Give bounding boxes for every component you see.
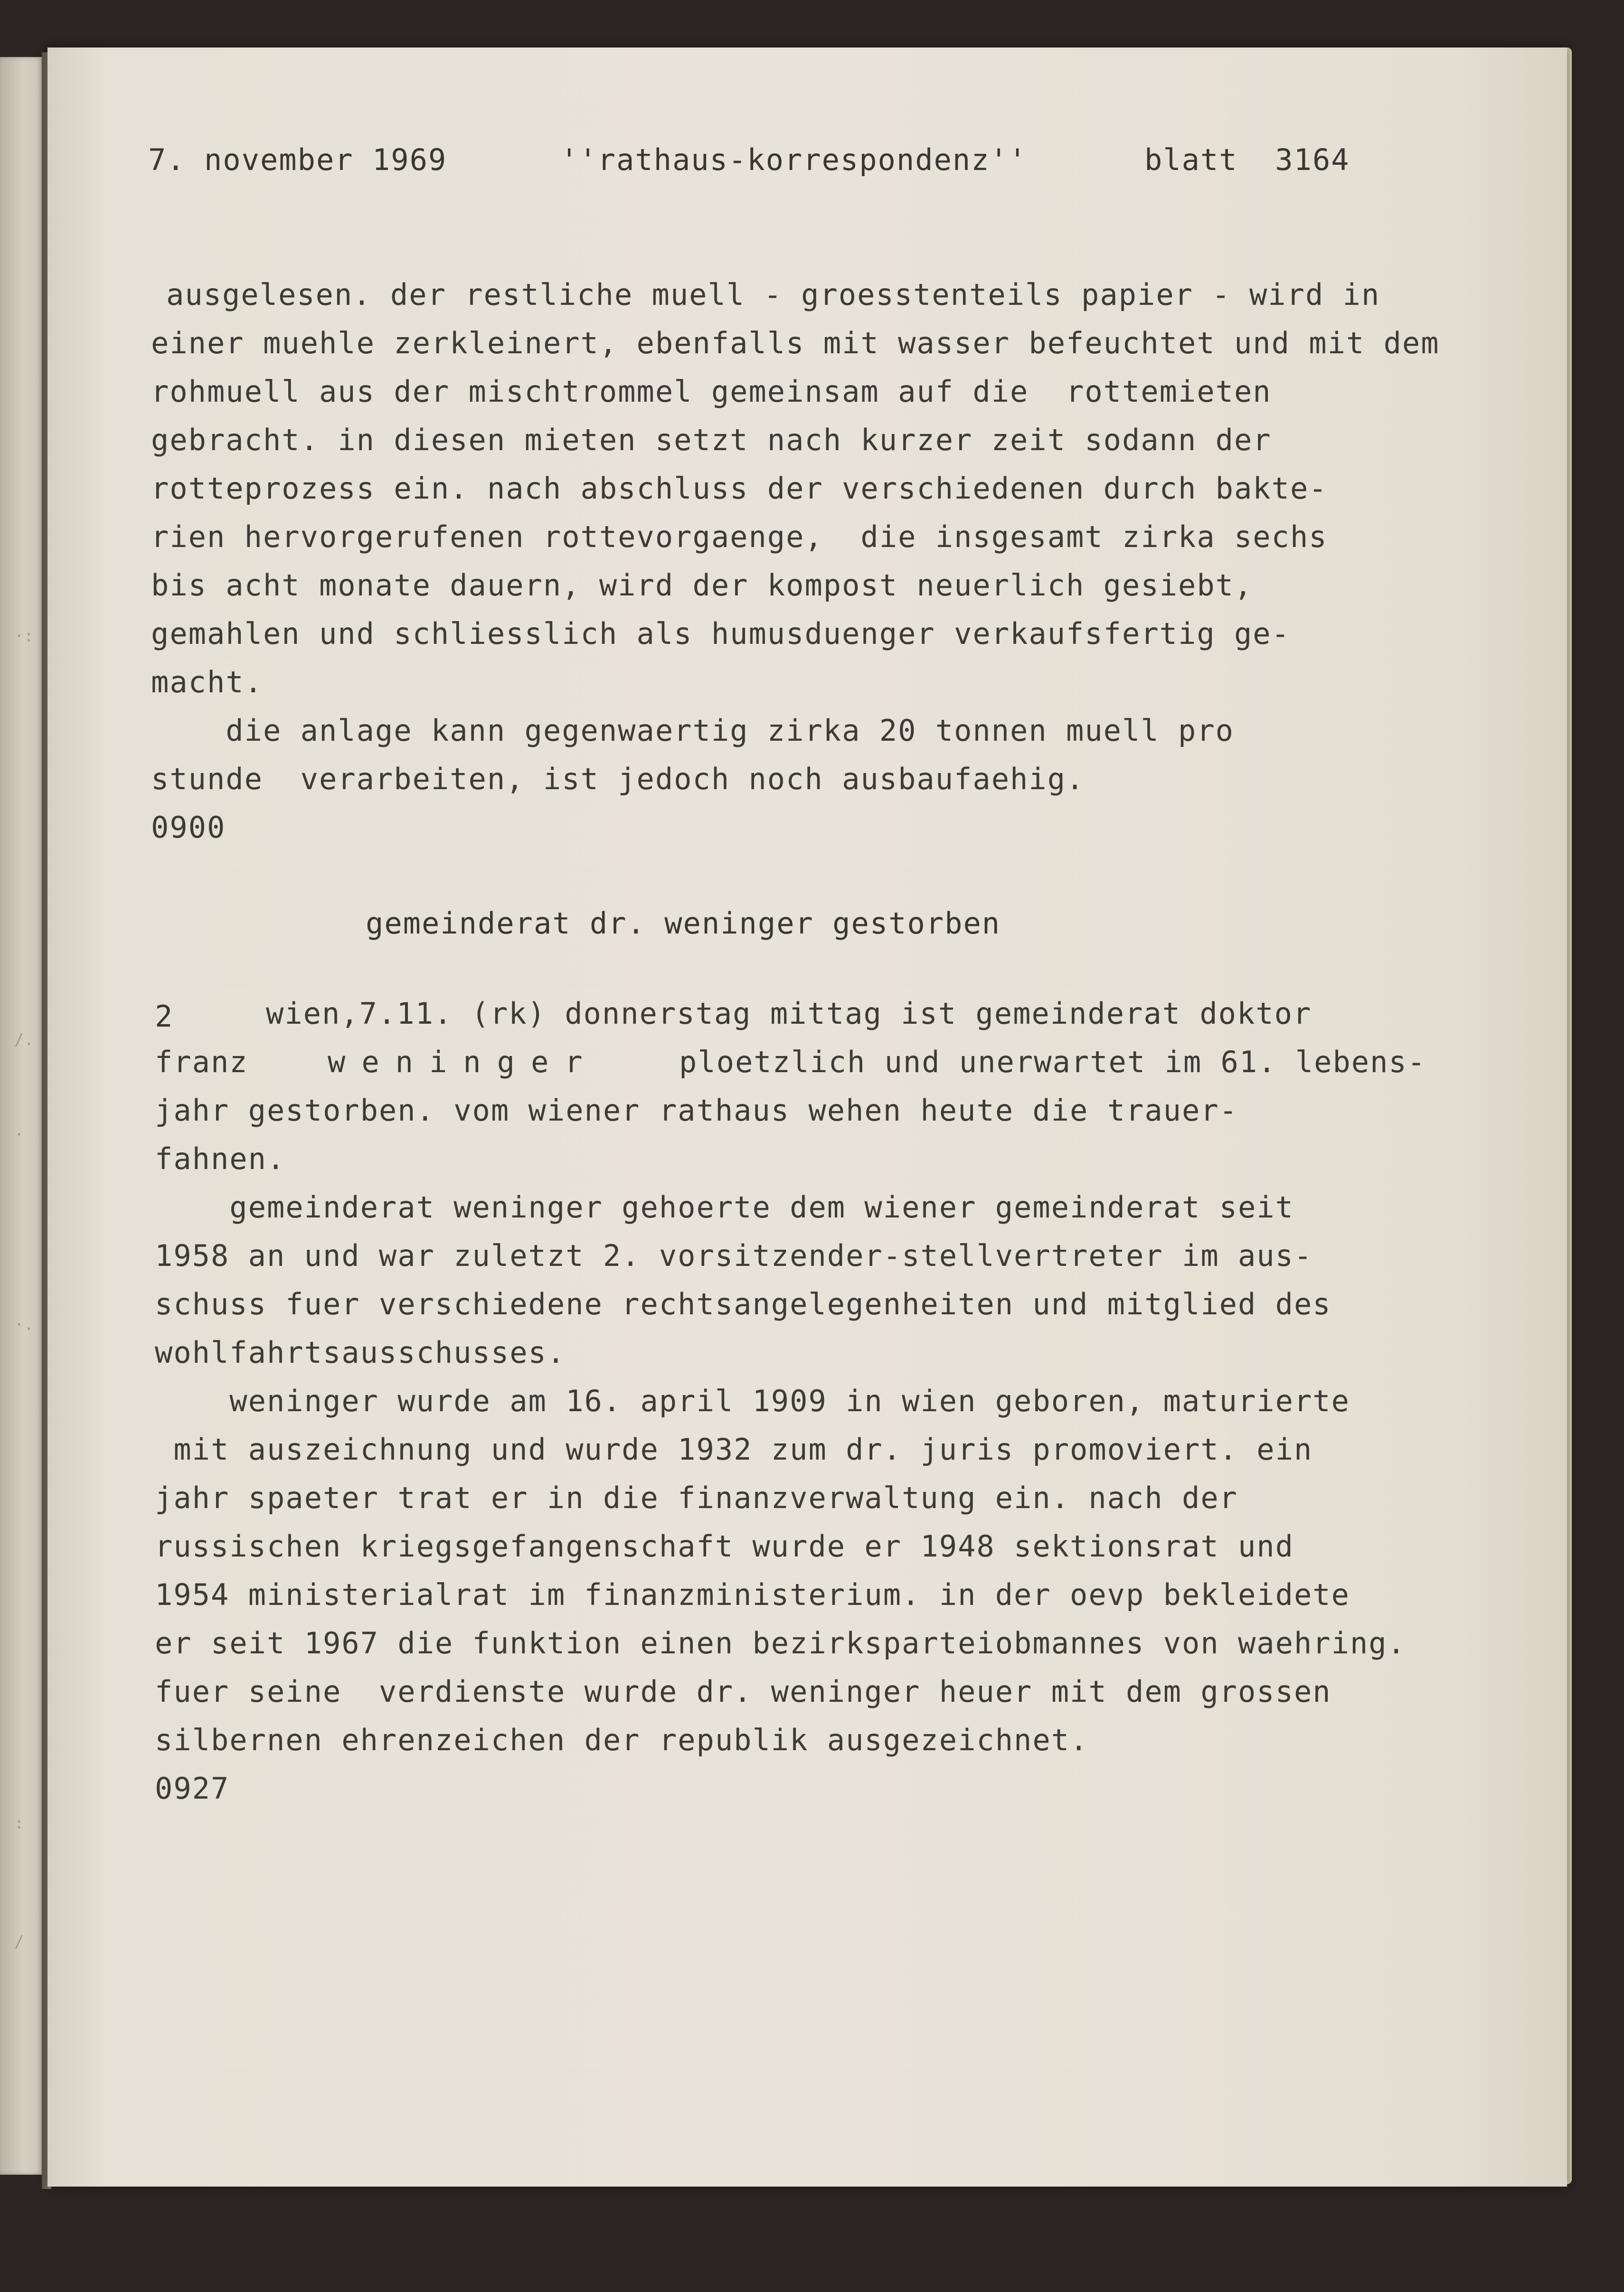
margin-mark: · xyxy=(14,1125,24,1144)
margin-mark: ·. xyxy=(14,1315,34,1334)
text-line: rien hervorgerufenen rottevorgaenge, die insgesamt zirka sechs xyxy=(151,519,1328,554)
header-sheet-number: blatt 3164 xyxy=(1144,142,1350,177)
text-line: einer muehle zerkleinert, ebenfalls mit wasser befeuchtet und mit dem xyxy=(151,326,1440,360)
text-line: jahr gestorben. vom wiener rathaus wehen heute die trauer- xyxy=(155,1093,1238,1128)
section-heading: gemeinderat dr. weninger gestorben xyxy=(366,906,1001,941)
text-line: gemeinderat weninger gehoerte dem wiener gemeinderat seit xyxy=(155,1190,1294,1225)
item-number: 2 xyxy=(155,999,174,1034)
margin-mark: ·: xyxy=(14,627,34,646)
text-line: bis acht monate dauern, wird der kompost neuerlich gesiebt, xyxy=(151,568,1253,603)
header-title: ''rathaus-korrespondenz'' xyxy=(560,142,1028,177)
text-line: fuer seine verdienste wurde dr. weninger heuer mit dem grossen xyxy=(155,1674,1331,1709)
spaced-name: weninger xyxy=(328,1045,599,1079)
header-date: 7. november 1969 xyxy=(148,142,447,177)
text-line: gemahlen und schliesslich als humusduenger verkaufsfertig ge- xyxy=(151,616,1290,651)
text-line: ausgelesen. der restliche muell - groesstenteils papier - wird in xyxy=(166,277,1380,312)
text-line: weninger wurde am 16. april 1909 in wien geboren, maturierte xyxy=(155,1384,1350,1418)
text-line: russischen kriegsgefangenschaft wurde er 1948 sektionsrat und xyxy=(155,1529,1294,1564)
text-line: 1958 an und war zuletzt 2. vorsitzender-stellvertreter im aus- xyxy=(155,1238,1313,1273)
text-line: fahnen. xyxy=(155,1141,286,1176)
text-line: jahr spaeter trat er in die finanzverwaltung ein. nach der xyxy=(155,1481,1238,1515)
text-line: stunde verarbeiten, ist jedoch noch ausbaufaehig. xyxy=(151,762,1085,796)
margin-mark: : xyxy=(14,1814,24,1833)
text-line: wohlfahrtsausschusses. xyxy=(155,1335,566,1370)
text-line: macht. xyxy=(151,665,263,699)
text-line: mit auszeichnung und wurde 1932 zum dr. juris promoviert. ein xyxy=(155,1432,1313,1467)
document-page xyxy=(47,47,1567,2187)
margin-mark: /. xyxy=(14,1030,34,1049)
text-line-end: ploetzlich und unerwartet im 61. lebens- xyxy=(679,1045,1426,1079)
margin-mark: / xyxy=(14,1933,24,1952)
text-line: er seit 1967 die funktion einen bezirksparteiobmannes von waehring. xyxy=(155,1626,1406,1660)
time-code: 0900 xyxy=(151,810,226,845)
text-line-start: franz xyxy=(155,1045,248,1079)
text-line: wien,7.11. (rk) donnerstag mittag ist gemeinderat doktor xyxy=(266,996,1312,1031)
text-line: rotteprozess ein. nach abschluss der verschiedenen durch bakte- xyxy=(151,471,1328,506)
text-line: rohmuell aus der mischtrommel gemeinsam auf die rottemieten xyxy=(151,374,1272,409)
text-line: gebracht. in diesen mieten setzt nach kurzer zeit sodann der xyxy=(151,423,1272,457)
text-line: silbernen ehrenzeichen der republik ausgezeichnet. xyxy=(155,1723,1089,1757)
time-code: 0927 xyxy=(155,1771,230,1806)
previous-page-edge xyxy=(0,57,44,2175)
text-line: 1954 ministerialrat im finanzministerium. in der oevp bekleidete xyxy=(155,1577,1350,1612)
text-line: die anlage kann gegenwaertig zirka 20 tonnen muell pro xyxy=(151,713,1234,748)
text-line: schuss fuer verschiedene rechtsangelegenheiten und mitglied des xyxy=(155,1287,1331,1321)
